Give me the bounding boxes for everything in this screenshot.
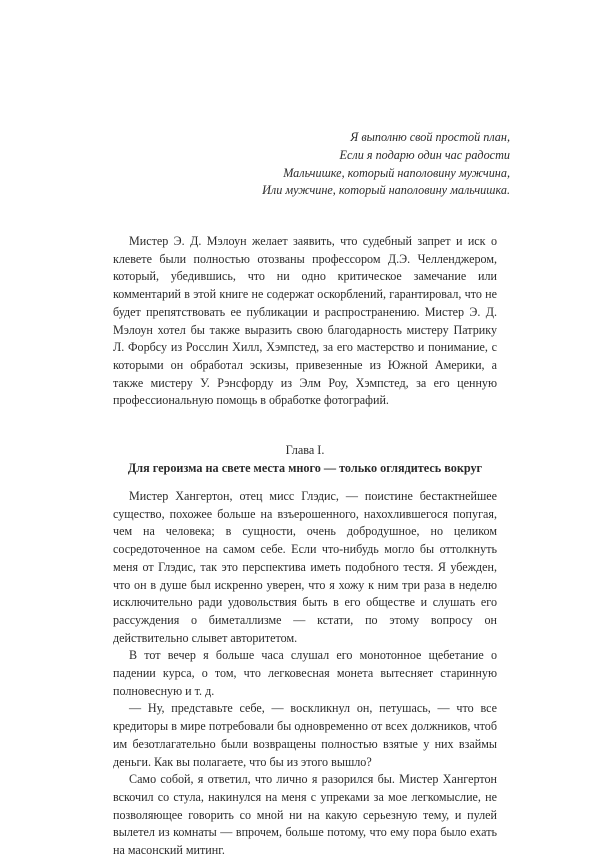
chapter-paragraph: Мистер Хангертон, отец мисс Глэдис, — поистине бестактнейшее существо, похожее больше на взъерошенного, нахохлившегося попугая, чем на человека; в сущности, очень добродушное, но целиком сосредоточенное на самом себе. Если что-нибудь могло бы оттолкнуть меня от Глэдис, так это перспектива иметь подобного тестя. Я убежден, что он в душе был искренно уверен, что я хожу к ним три раза в неделю исключительно ради удовольствия быть в его обществе и слушать его рассуждения о биметаллизме — кстати, по этому вопросу он действительно слывет авторитетом.: [113, 489, 497, 645]
chapter-paragraph: В тот вечер я больше часа слушал его монотонное щебетание о падении курса, о том, что легковесная монета вытесняет старинную полновесную и т. д.: [113, 648, 497, 698]
chapter-heading: [113, 442, 497, 477]
chapter-title: Для героизма на свете места много — только оглядитесь вокруг: [127, 460, 483, 475]
epigraph-line: Мальчишке, который наполовину мужчина,: [283, 165, 510, 180]
epigraph-line: Или мужчине, который наполовину мальчишка.: [262, 183, 510, 198]
chapter-number: Глава I.: [285, 443, 325, 457]
epigraph: [190, 129, 510, 200]
epigraph-line: Я выполню свой простой план,: [350, 130, 510, 144]
epigraph-line: Если я подарю один час радости: [339, 147, 510, 162]
chapter-body: [113, 488, 497, 860]
chapter-paragraph: Само собой, я ответил, что лично я разорился бы. Мистер Хангертон вскочил со стула, накинулся на меня с упреками за мое легкомыслие, не позволяющее говорить со мной ни на какую серьезную тему, и пулей вылетел из комнаты — впрочем, больше потому, что ему пора было ехать на масонский митинг.: [113, 772, 497, 858]
chapter-paragraph: — Ну, представьте себе, — воскликнул он, петушась, — что все кредиторы в мире потребовали бы одновременно от всех должников, чтоб им безотлагательно были возвращены полностью взятые у них взаймы деньги. Как вы полагаете, что бы из этого вышло?: [113, 701, 497, 769]
publisher-notice: Мистер Э. Д. Мэлоун желает заявить, что судебный запрет и иск о клевете были полностью отозваны профессором Д.Э. Челленджером, который, убедившись, что ни одно критическое замечание или комментарий в этой книге не содержат оскорблений, гарантировал, что не будет препятствовать ее публикации и распространению. Мистер Э. Д. Мэлоун хотел бы также выразить свою благодарность мистеру Патрику Л. Форбсу из Росслин Хилл, Хэмпстед, за его мастерство и понимание, с которыми он обработал эскизы, привезенные из Южной Америки, а также мистеру У. Рэнсфорду из Элм Роу, Хэмпстед, за его ценную профессиональную помощь в обработке фотографий.: [113, 234, 497, 408]
